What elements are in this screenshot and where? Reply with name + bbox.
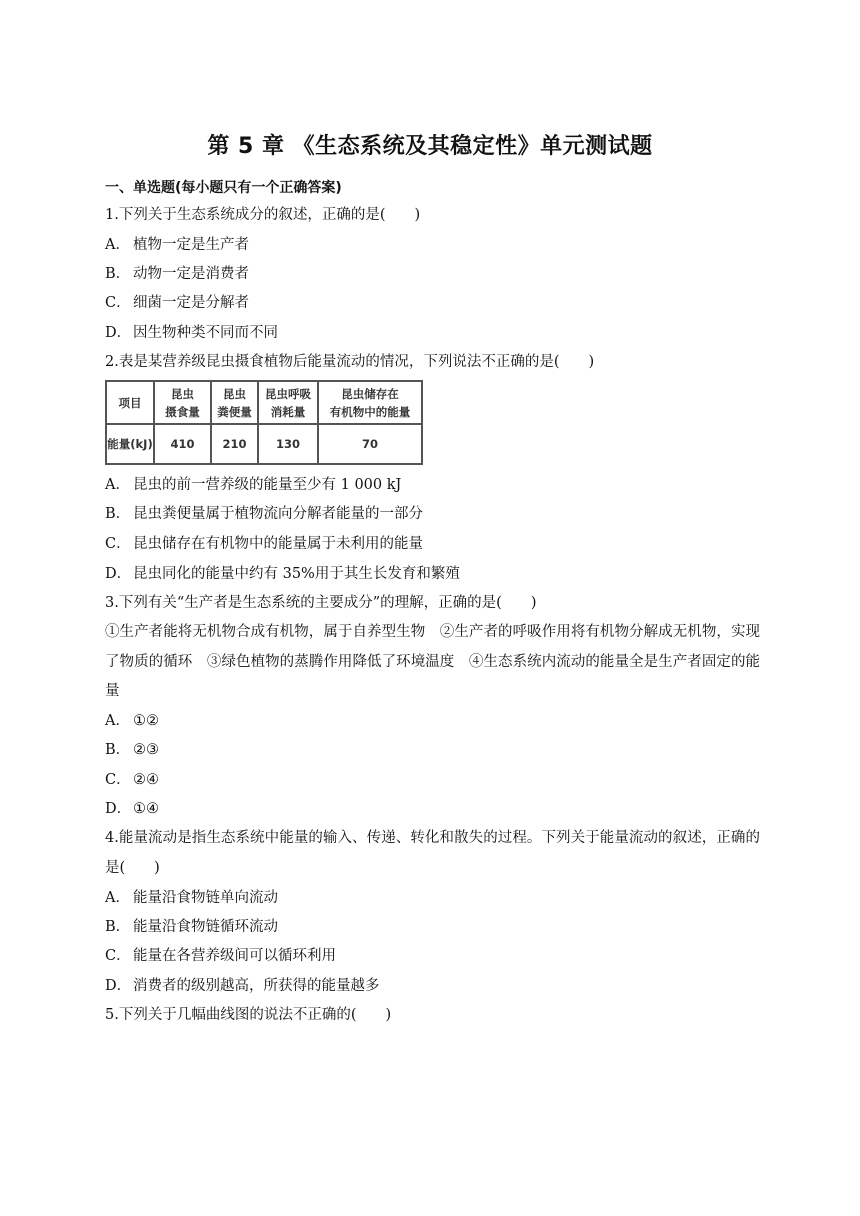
question-4-option-b: B． 能量沿食物链循环流动 bbox=[105, 919, 278, 935]
table-cell: 能量(kJ) bbox=[106, 424, 154, 464]
energy-table bbox=[105, 380, 423, 465]
question-2-option-c: C． 昆虫储存在有机物中的能量属于未利用的能量 bbox=[105, 536, 423, 552]
table-header-cell: 昆虫 粪便量 bbox=[211, 381, 258, 424]
question-4-stem: 4.能量流动是指生态系统中能量的输入、传递、转化和散失的过程。下列关于能量流动的叙述，正确的是( ) bbox=[105, 830, 760, 876]
table-header-cell: 项目 bbox=[106, 381, 154, 424]
table-header-cell: 昆虫呼吸 消耗量 bbox=[258, 381, 318, 424]
table-cell: 410 bbox=[154, 424, 211, 464]
question-3-option-c: C． ②④ bbox=[105, 772, 159, 788]
question-3-option-d: D． ①④ bbox=[105, 801, 159, 817]
question-4-option-d: D． 消费者的级别越高，所获得的能量越多 bbox=[105, 978, 380, 994]
question-2-option-b: B． 昆虫粪便量属于植物流向分解者能量的一部分 bbox=[105, 506, 423, 522]
question-2-stem: 2.表是某营养级昆虫摄食植物后能量流动的情况，下列说法不正确的是( ) bbox=[105, 354, 595, 370]
question-4-option-a: A． 能量沿食物链单向流动 bbox=[105, 890, 278, 906]
question-1-option-a: A． 植物一定是生产者 bbox=[105, 237, 249, 253]
table-header-row bbox=[106, 381, 422, 424]
table-cell: 130 bbox=[258, 424, 318, 464]
question-1-option-b: B． 动物一定是消费者 bbox=[105, 266, 249, 282]
section-heading: 一、单选题(每小题只有一个正确答案) bbox=[105, 180, 342, 196]
table-cell: 210 bbox=[211, 424, 258, 464]
question-1-option-c: C． 细菌一定是分解者 bbox=[105, 295, 249, 311]
question-3-body: ①生产者能将无机物合成有机物，属于自养型生物 ②生产者的呼吸作用将有机物分解成无机物，实现了物质的循环 ③绿色植物的蒸腾作用降低了环境温度 ④生态系统内流动的能量全是生产者固定的能量 bbox=[105, 624, 760, 699]
question-5-stem: 5.下列关于几幅曲线图的说法不正确的( ) bbox=[105, 1007, 392, 1023]
question-3-stem: 3.下列有关“生产者是生态系统的主要成分”的理解，正确的是( ) bbox=[105, 595, 537, 611]
question-2-option-d: D． 昆虫同化的能量中约有 35%用于其生长发育和繁殖 bbox=[105, 566, 460, 582]
page-title: 第 5 章 《生态系统及其稳定性》单元测试题 bbox=[207, 134, 653, 159]
table-header-cell: 昆虫 摄食量 bbox=[154, 381, 211, 424]
question-3-option-b: B． ②③ bbox=[105, 742, 159, 758]
question-1-stem: 1.下列关于生态系统成分的叙述，正确的是( ) bbox=[105, 207, 421, 223]
table-row bbox=[106, 424, 422, 464]
question-1-option-d: D． 因生物种类不同而不同 bbox=[105, 325, 278, 341]
table-cell: 70 bbox=[318, 424, 422, 464]
question-2-option-a: A． 昆虫的前一营养级的能量至少有 1 000 kJ bbox=[105, 477, 402, 493]
question-3-option-a: A． ①② bbox=[105, 713, 159, 729]
question-4-option-c: C． 能量在各营养级间可以循环利用 bbox=[105, 948, 336, 964]
table-header-cell: 昆虫储存在 有机物中的能量 bbox=[318, 381, 422, 424]
